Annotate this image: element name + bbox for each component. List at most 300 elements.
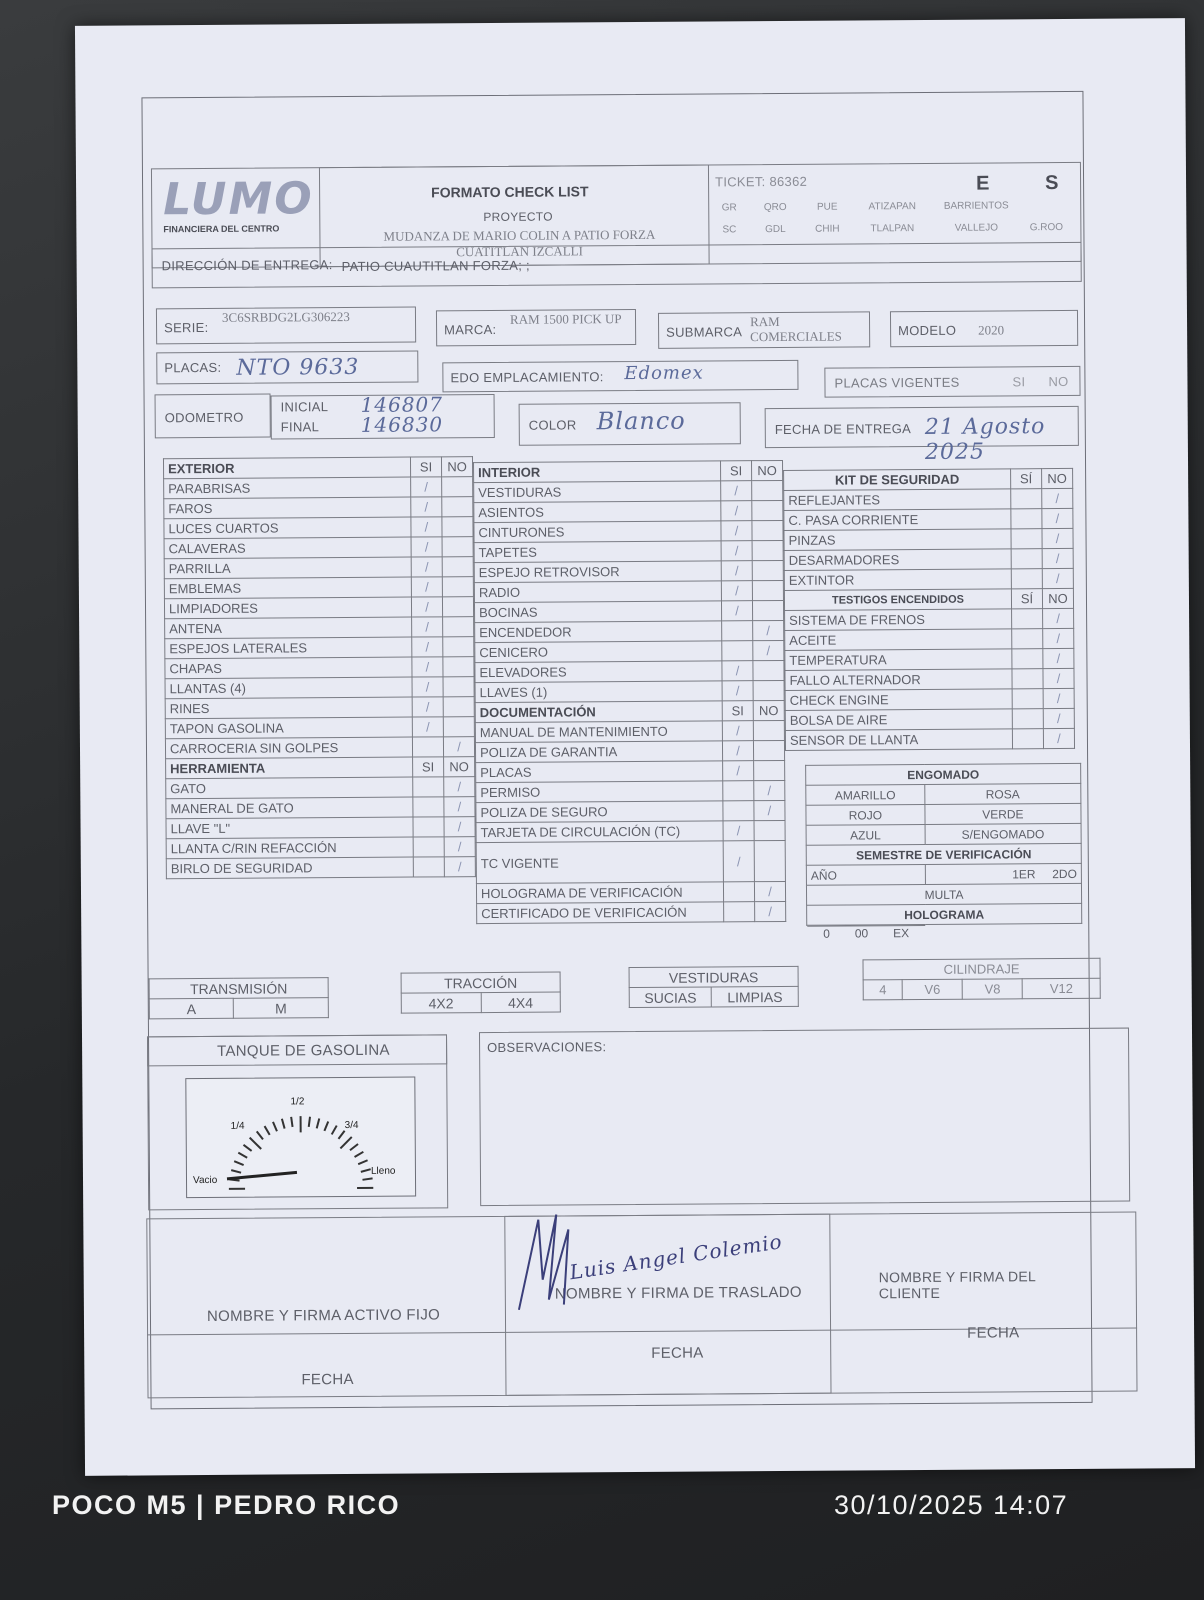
table-row bbox=[477, 901, 786, 923]
interior-si: SI bbox=[721, 461, 752, 481]
check-no[interactable]: / bbox=[1043, 688, 1074, 708]
transmision-a[interactable]: A bbox=[149, 998, 233, 1019]
table-row bbox=[785, 688, 1074, 710]
loc-qroo[interactable]: G.ROO bbox=[1029, 221, 1064, 234]
item-label: LLANTA C/RIN REFACCIÓN bbox=[166, 837, 413, 859]
vestiduras-limpias[interactable]: LIMPIAS bbox=[712, 986, 799, 1007]
check-si[interactable]: / bbox=[411, 497, 442, 517]
check-no[interactable]: / bbox=[753, 640, 784, 660]
item-label: C. PASA CORRIENTE bbox=[784, 509, 1011, 531]
check-no[interactable]: / bbox=[1042, 528, 1073, 548]
check-si[interactable]: / bbox=[411, 597, 442, 617]
gauge-tick bbox=[358, 1160, 367, 1164]
color-value: Blanco bbox=[596, 406, 686, 436]
table-row bbox=[164, 597, 473, 619]
modelo-label: MODELO bbox=[898, 322, 957, 339]
testigos-si: SÍ bbox=[1011, 589, 1042, 609]
check-no[interactable]: / bbox=[1042, 548, 1073, 568]
loc-gr[interactable]: GR bbox=[721, 202, 737, 214]
item-label: RADIO bbox=[474, 581, 721, 603]
transmision-m[interactable]: M bbox=[233, 998, 328, 1019]
transmision-box bbox=[149, 977, 329, 1019]
check-si[interactable]: / bbox=[721, 541, 752, 561]
check-no[interactable] bbox=[752, 520, 783, 540]
table-row bbox=[784, 508, 1073, 530]
direccion-value: PATIO CUAUTITLAN FORZA; ; bbox=[341, 257, 530, 275]
item-label: MANERAL DE GATO bbox=[166, 797, 413, 819]
table-row bbox=[166, 857, 475, 879]
item-label: PLACAS bbox=[476, 761, 723, 783]
table-row bbox=[476, 800, 785, 822]
color-label: COLOR bbox=[528, 417, 577, 433]
documentacion-no: NO bbox=[753, 700, 784, 720]
observaciones-label: OBSERVACIONES: bbox=[487, 1039, 607, 1056]
item-label: HOLOGRAMA DE VERIFICACIÓN bbox=[476, 882, 723, 904]
check-si[interactable] bbox=[1012, 709, 1043, 729]
item-label: CENICERO bbox=[475, 641, 722, 663]
table-row bbox=[785, 668, 1074, 690]
check-no[interactable]: / bbox=[1042, 508, 1073, 528]
vestiduras-box bbox=[629, 966, 799, 1008]
item-label: ACEITE bbox=[785, 629, 1012, 651]
check-si[interactable]: / bbox=[723, 841, 754, 882]
traccion-box bbox=[401, 972, 561, 1014]
table-row bbox=[475, 680, 784, 702]
engomado-rojo[interactable]: ROJO bbox=[806, 804, 925, 825]
gauge-needle bbox=[227, 1172, 297, 1178]
table-row bbox=[165, 677, 474, 699]
check-si[interactable]: / bbox=[412, 717, 443, 737]
check-si[interactable] bbox=[413, 857, 444, 877]
item-label: LLAVE "L" bbox=[166, 817, 413, 839]
item-label: PARRILLA bbox=[164, 557, 411, 579]
kit-title: KIT DE SEGURIDAD bbox=[784, 469, 1011, 491]
item-label: ESPEJOS LATERALES bbox=[165, 637, 412, 659]
check-si[interactable]: / bbox=[411, 517, 442, 537]
item-label: ANTENA bbox=[165, 617, 412, 639]
check-si[interactable] bbox=[413, 797, 444, 817]
kit-no: NO bbox=[1042, 468, 1073, 488]
submarca-value: RAM COMERCIALES bbox=[749, 313, 842, 345]
check-no[interactable]: / bbox=[1043, 628, 1074, 648]
table-row bbox=[474, 540, 783, 562]
gauge-tick bbox=[332, 1126, 337, 1135]
firma-activo-fijo-label: NOMBRE Y FIRMA ACTIVO FIJO bbox=[206, 1306, 441, 1326]
multa-field[interactable]: MULTA bbox=[806, 883, 1081, 905]
check-si[interactable]: / bbox=[412, 617, 443, 637]
check-no[interactable] bbox=[443, 657, 474, 677]
check-no[interactable] bbox=[753, 660, 784, 680]
check-si[interactable] bbox=[723, 801, 754, 821]
table-row bbox=[166, 777, 475, 799]
inicial-value: 146807 bbox=[360, 392, 444, 417]
table-row bbox=[164, 537, 473, 559]
check-no[interactable] bbox=[442, 577, 473, 597]
cilindraje-v12[interactable]: V12 bbox=[1023, 978, 1101, 999]
cilindraje-v8[interactable]: V8 bbox=[962, 979, 1022, 999]
check-no[interactable] bbox=[754, 820, 785, 840]
check-si[interactable] bbox=[1011, 569, 1042, 589]
item-label: ELEVADORES bbox=[475, 661, 722, 683]
exterior-no: NO bbox=[441, 457, 472, 477]
cilindraje-box bbox=[862, 958, 1100, 1001]
check-si[interactable] bbox=[413, 777, 444, 797]
check-no[interactable]: / bbox=[754, 780, 785, 800]
traccion-4x4[interactable]: 4X4 bbox=[481, 992, 561, 1013]
loc-pue[interactable]: PUE bbox=[816, 201, 838, 213]
cilindraje-v6[interactable]: V6 bbox=[902, 979, 962, 999]
item-label: REFLEJANTES bbox=[784, 489, 1011, 511]
check-si[interactable]: / bbox=[411, 537, 442, 557]
table-row bbox=[475, 640, 784, 662]
table-row bbox=[164, 517, 473, 539]
item-label: CALAVERAS bbox=[164, 537, 411, 559]
gauge-empty: Vacio bbox=[192, 1174, 218, 1187]
vestiduras-sucias[interactable]: SUCIAS bbox=[629, 987, 712, 1008]
loc-sc[interactable]: SC bbox=[722, 224, 737, 236]
interior-no: NO bbox=[752, 460, 783, 480]
item-label: PERMISO bbox=[476, 781, 723, 803]
table-row bbox=[785, 648, 1074, 670]
fecha-entrega-label: FECHA DE ENTREGA bbox=[774, 421, 912, 438]
table-row bbox=[165, 617, 474, 639]
marca-label: MARCA: bbox=[444, 321, 497, 338]
check-si[interactable]: / bbox=[412, 637, 443, 657]
engomado-rosa[interactable]: ROSA bbox=[925, 783, 1081, 804]
gauge-tick bbox=[250, 1138, 262, 1150]
holograma-title: HOLOGRAMA bbox=[807, 903, 1082, 925]
check-si[interactable]: / bbox=[412, 677, 443, 697]
gauge-tick bbox=[273, 1122, 277, 1131]
item-label: ASIENTOS bbox=[474, 501, 721, 523]
table-row bbox=[785, 608, 1074, 630]
loc-gdl[interactable]: GDL bbox=[765, 223, 786, 236]
check-si[interactable]: / bbox=[723, 761, 754, 781]
loc-qro[interactable]: QRO bbox=[763, 201, 787, 214]
placas-vigentes-no[interactable]: NO bbox=[1048, 373, 1069, 390]
cilindraje-4[interactable]: 4 bbox=[863, 980, 902, 1000]
check-no[interactable]: / bbox=[1043, 728, 1074, 748]
fuel-gauge-icon bbox=[186, 1078, 415, 1198]
gauge-tick bbox=[257, 1131, 263, 1139]
table-row bbox=[165, 637, 474, 659]
check-no[interactable] bbox=[752, 580, 783, 600]
check-si[interactable] bbox=[1011, 549, 1042, 569]
modelo-value: 2020 bbox=[978, 322, 1005, 338]
check-no[interactable]: / bbox=[443, 737, 474, 757]
item-label: BOLSA DE AIRE bbox=[785, 709, 1012, 731]
table-row bbox=[475, 740, 784, 762]
loc-chih[interactable]: CHIH bbox=[815, 223, 840, 235]
table-row bbox=[476, 881, 785, 903]
check-no[interactable] bbox=[443, 697, 474, 717]
table-row bbox=[164, 497, 473, 519]
signature-traslado-name: Luis Angel Colemio bbox=[567, 1229, 785, 1285]
traccion-title: TRACCIÓN bbox=[401, 972, 560, 993]
herramienta-no: NO bbox=[444, 757, 475, 777]
table-row bbox=[475, 720, 784, 742]
table-row bbox=[474, 500, 783, 522]
table-row bbox=[474, 600, 783, 622]
gauge-quarter: 1/4 bbox=[230, 1120, 245, 1132]
check-si[interactable] bbox=[1011, 489, 1042, 509]
gauge-full: Lleno bbox=[370, 1165, 396, 1177]
datetime-watermark: 30/10/2025 14:07 bbox=[834, 1490, 1069, 1520]
fuel-gauge bbox=[185, 1077, 416, 1199]
check-si[interactable] bbox=[1012, 689, 1043, 709]
testigos-title: TESTIGOS ENCENDIDOS bbox=[784, 589, 1011, 611]
check-no[interactable] bbox=[752, 600, 783, 620]
check-si[interactable] bbox=[1011, 509, 1042, 529]
check-no[interactable] bbox=[752, 480, 783, 500]
check-si[interactable]: / bbox=[721, 581, 752, 601]
serie-value: 3C6SRBDG2LG306223 bbox=[221, 308, 350, 325]
tanque-title: TANQUE DE GASOLINA bbox=[217, 1041, 390, 1060]
check-no[interactable]: / bbox=[1042, 568, 1073, 588]
herramienta-si: SI bbox=[413, 757, 444, 777]
table-row bbox=[166, 797, 475, 819]
item-label: TEMPERATURA bbox=[785, 649, 1012, 671]
check-no[interactable] bbox=[753, 720, 784, 740]
check-si[interactable] bbox=[722, 621, 753, 641]
check-si[interactable]: / bbox=[411, 477, 442, 497]
check-no[interactable]: / bbox=[1042, 488, 1073, 508]
table-row bbox=[474, 480, 783, 502]
check-no[interactable] bbox=[752, 500, 783, 520]
engomado-amarillo[interactable]: AMARILLO bbox=[806, 784, 925, 805]
check-no[interactable] bbox=[752, 540, 783, 560]
check-no[interactable]: / bbox=[1043, 648, 1074, 668]
check-no[interactable]: / bbox=[444, 817, 475, 837]
fecha-activo-fijo: FECHA bbox=[301, 1370, 354, 1389]
gauge-tick bbox=[340, 1137, 352, 1149]
check-si[interactable] bbox=[1012, 629, 1043, 649]
semestre-ano[interactable]: AÑO bbox=[806, 864, 925, 885]
placas-label: PLACAS: bbox=[164, 359, 222, 376]
table-row bbox=[784, 548, 1073, 570]
traccion-4x2[interactable]: 4X2 bbox=[401, 993, 481, 1014]
semestre-1er[interactable]: 1ER bbox=[1012, 866, 1036, 881]
direccion-label: DIRECCIÓN DE ENTREGA: bbox=[161, 257, 333, 274]
check-no[interactable] bbox=[443, 677, 474, 697]
table-row bbox=[165, 717, 474, 739]
engomado-azul[interactable]: AZUL bbox=[806, 824, 925, 845]
marca-value: RAM 1500 PICK UP bbox=[509, 311, 622, 327]
check-si[interactable]: / bbox=[723, 821, 754, 841]
check-si[interactable] bbox=[723, 781, 754, 801]
edo-value: Edomex bbox=[624, 362, 704, 385]
gauge-tick bbox=[309, 1117, 310, 1127]
item-label: CINTURONES bbox=[474, 521, 721, 543]
item-label: CHAPAS bbox=[165, 657, 412, 679]
table-row bbox=[166, 837, 475, 859]
check-si[interactable] bbox=[412, 737, 443, 757]
check-si[interactable]: / bbox=[722, 661, 753, 681]
check-si[interactable] bbox=[1012, 609, 1043, 629]
check-si[interactable]: / bbox=[721, 601, 752, 621]
fecha-cliente: FECHA bbox=[967, 1324, 1020, 1342]
final-value: 146830 bbox=[360, 412, 444, 437]
exterior-si: SI bbox=[410, 457, 441, 477]
item-label: ENCENDEDOR bbox=[475, 621, 722, 643]
check-si[interactable]: / bbox=[721, 561, 752, 581]
engomado-title: ENGOMADO bbox=[806, 763, 1081, 785]
inicial-label: INICIAL bbox=[280, 399, 329, 415]
table-row bbox=[474, 560, 783, 582]
check-no[interactable] bbox=[442, 597, 473, 617]
loc-barrientos[interactable]: BARRIENTOS bbox=[943, 200, 1009, 212]
serie-label: SERIE: bbox=[164, 319, 209, 336]
table-row bbox=[785, 728, 1074, 750]
item-label: CHECK ENGINE bbox=[785, 689, 1012, 711]
check-si[interactable] bbox=[1012, 669, 1043, 689]
item-label: FAROS bbox=[164, 497, 411, 519]
table-row bbox=[166, 817, 475, 839]
table-row bbox=[474, 580, 783, 602]
item-label: TC VIGENTE bbox=[476, 841, 723, 884]
loc-vallejo[interactable]: VALLEJO bbox=[954, 222, 999, 234]
check-si[interactable] bbox=[722, 641, 753, 661]
item-label: LLAVES (1) bbox=[475, 681, 722, 703]
check-no[interactable] bbox=[443, 617, 474, 637]
check-no[interactable]: / bbox=[754, 800, 785, 820]
check-si[interactable] bbox=[1011, 529, 1042, 549]
gauge-tick bbox=[265, 1126, 270, 1135]
check-no[interactable] bbox=[443, 637, 474, 657]
placas-value: NTO 9633 bbox=[236, 354, 360, 381]
check-no[interactable] bbox=[443, 717, 474, 737]
testigos-no: NO bbox=[1042, 588, 1073, 608]
check-no[interactable]: / bbox=[1043, 708, 1074, 728]
holograma-0[interactable]: 0 bbox=[823, 926, 830, 941]
check-no[interactable] bbox=[442, 477, 473, 497]
table-row bbox=[476, 820, 785, 842]
item-label: ESPEJO RETROVISOR bbox=[474, 561, 721, 583]
check-no[interactable] bbox=[752, 560, 783, 580]
check-no[interactable] bbox=[754, 840, 785, 881]
gauge-tick bbox=[317, 1118, 320, 1128]
check-si[interactable] bbox=[1012, 729, 1043, 749]
check-si[interactable]: / bbox=[412, 657, 443, 677]
gauge-tick bbox=[282, 1119, 285, 1129]
holograma-00[interactable]: 00 bbox=[854, 926, 869, 941]
gauge-tick bbox=[361, 1169, 371, 1172]
cilindraje-title: CILINDRAJE bbox=[863, 958, 1100, 980]
engomado-s-engomado[interactable]: S/ENGOMADO bbox=[925, 823, 1081, 844]
check-si[interactable] bbox=[413, 817, 444, 837]
gauge-tick bbox=[231, 1170, 241, 1173]
item-label: CERTIFICADO DE VERIFICACIÓN bbox=[477, 902, 724, 924]
exterior-title: EXTERIOR bbox=[163, 457, 410, 479]
check-no[interactable] bbox=[442, 497, 473, 517]
check-si[interactable]: / bbox=[721, 521, 752, 541]
table-row bbox=[784, 568, 1073, 590]
placas-vigentes-si[interactable]: SI bbox=[1012, 374, 1026, 390]
check-no[interactable]: / bbox=[1043, 668, 1074, 688]
gauge-three-quarter: 3/4 bbox=[344, 1119, 359, 1132]
gauge-half: 1/2 bbox=[290, 1096, 305, 1108]
table-row bbox=[784, 528, 1073, 550]
check-si[interactable] bbox=[723, 882, 754, 902]
table-row bbox=[165, 657, 474, 679]
final-label: FINAL bbox=[280, 419, 320, 435]
gauge-tick bbox=[243, 1145, 251, 1151]
check-no[interactable]: / bbox=[444, 777, 475, 797]
odometro-label: ODOMETRO bbox=[164, 409, 244, 426]
check-si[interactable] bbox=[413, 837, 444, 857]
item-label: TARJETA DE CIRCULACIÓN (TC) bbox=[476, 821, 723, 843]
check-si[interactable]: / bbox=[722, 741, 753, 761]
check-si[interactable]: / bbox=[722, 721, 753, 741]
check-no[interactable] bbox=[753, 680, 784, 700]
table-row bbox=[165, 737, 474, 759]
gauge-tick bbox=[324, 1121, 328, 1130]
check-si[interactable]: / bbox=[411, 557, 442, 577]
table-row bbox=[476, 840, 785, 883]
kit-si: SÍ bbox=[1011, 469, 1042, 489]
check-no[interactable] bbox=[442, 517, 473, 537]
fecha-entrega-value: 21 Agosto 2025 bbox=[924, 414, 1046, 465]
semestre-2do[interactable]: 2DO bbox=[1052, 866, 1077, 881]
check-no[interactable]: / bbox=[754, 881, 785, 901]
item-label: BIRLO DE SEGURIDAD bbox=[166, 857, 413, 879]
table-row bbox=[474, 520, 783, 542]
table-row bbox=[165, 697, 474, 719]
check-no[interactable]: / bbox=[444, 857, 475, 877]
table-row bbox=[164, 477, 473, 499]
item-label: DESARMADORES bbox=[784, 549, 1011, 571]
check-no[interactable] bbox=[442, 537, 473, 557]
submarca-label: SUBMARCA bbox=[666, 324, 743, 340]
check-no[interactable]: / bbox=[444, 797, 475, 817]
gauge-tick bbox=[362, 1178, 372, 1179]
gauge-tick bbox=[234, 1161, 243, 1165]
check-no[interactable] bbox=[442, 557, 473, 577]
check-si[interactable] bbox=[1012, 649, 1043, 669]
table-row bbox=[164, 557, 473, 579]
gauge-tick bbox=[350, 1144, 358, 1150]
check-no[interactable]: / bbox=[444, 837, 475, 857]
item-label: MANUAL DE MANTENIMIENTO bbox=[475, 721, 722, 743]
placas-vigentes-label: PLACAS VIGENTES bbox=[834, 374, 960, 391]
check-no[interactable]: / bbox=[1043, 608, 1074, 628]
check-no[interactable]: / bbox=[753, 620, 784, 640]
check-no[interactable] bbox=[754, 760, 785, 780]
check-si[interactable]: / bbox=[412, 697, 443, 717]
table-row bbox=[476, 780, 785, 802]
item-label: RINES bbox=[165, 697, 412, 719]
loc-tlalpan[interactable]: TLALPAN bbox=[870, 223, 915, 235]
item-label: VESTIDURAS bbox=[474, 481, 721, 503]
e-label: E bbox=[975, 172, 990, 195]
check-no[interactable] bbox=[753, 740, 784, 760]
semestre-title: SEMESTRE DE VERIFICACIÓN bbox=[806, 843, 1081, 865]
gauge-tick bbox=[238, 1153, 247, 1158]
checklist-form bbox=[141, 91, 1092, 1410]
check-si[interactable]: / bbox=[411, 577, 442, 597]
check-si[interactable]: / bbox=[722, 681, 753, 701]
proyecto-value: MUDANZA DE MARIO COLIN A PATIO FORZA CUATITLAN IZCALLI bbox=[383, 226, 656, 260]
check-si[interactable]: / bbox=[721, 481, 752, 501]
check-no[interactable]: / bbox=[755, 901, 786, 921]
holograma-ex[interactable]: EX bbox=[893, 926, 910, 941]
loc-atizapan[interactable]: ATIZAPAN bbox=[868, 201, 916, 213]
item-label: EMBLEMAS bbox=[164, 577, 411, 599]
check-si[interactable]: / bbox=[721, 501, 752, 521]
check-si[interactable] bbox=[724, 902, 755, 922]
item-label: SENSOR DE LLANTA bbox=[785, 729, 1012, 751]
engomado-verde[interactable]: VERDE bbox=[925, 803, 1081, 824]
